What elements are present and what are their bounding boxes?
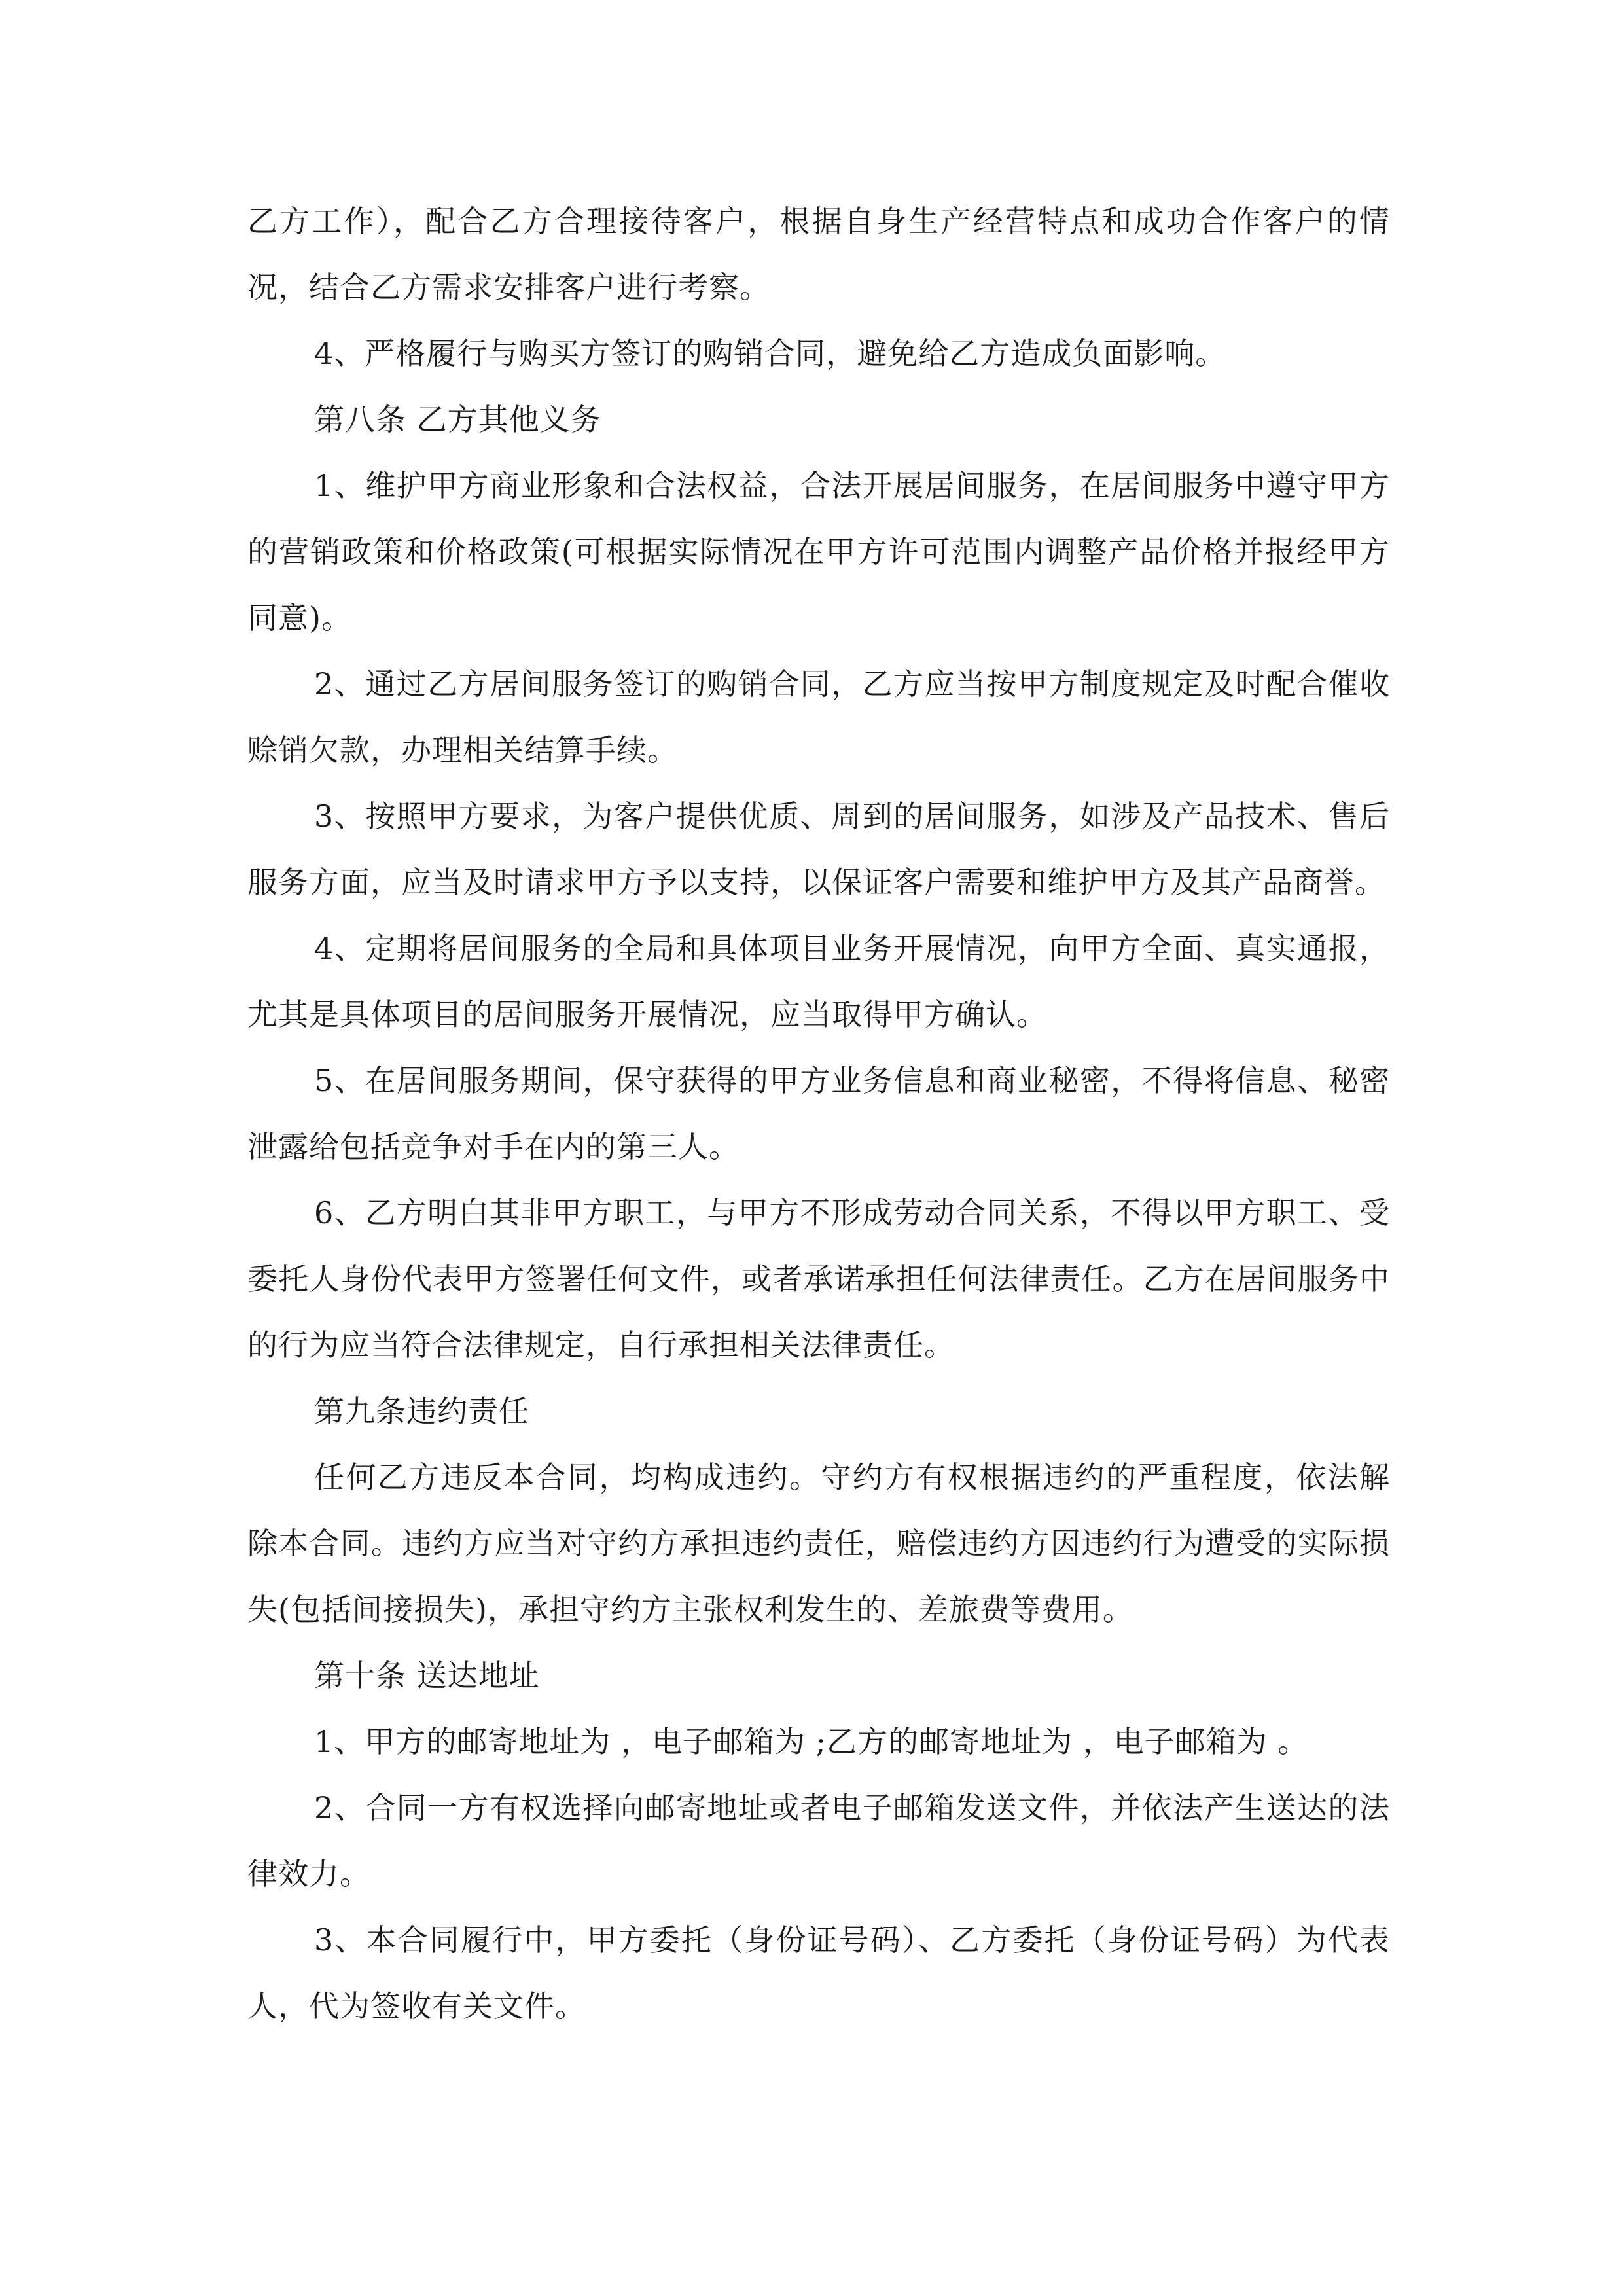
paragraph-clause-8-6: 6、乙方明白其非甲方职工，与甲方不形成劳动合同关系，不得以甲方职工、受委托人身份代表甲方签署任何文件，或者承诺承担任何法律责任。乙方在居间服务中的行为应当符合法律规定，自行承担相关法律责任。 — [247, 1195, 1390, 1363]
paragraph-clause-7-4: 4、严格履行与购买方签订的购销合同，避免给乙方造成负面影响。 — [314, 336, 1226, 371]
paragraph-clause-8-3: 3、按照甲方要求，为客户提供优质、周到的居间服务，如涉及产品技术、售后服务方面，应当及时请求甲方予以支持，以保证客户需要和维护甲方及其产品商誉。 — [247, 798, 1390, 900]
paragraph-continuation: 乙方工作），配合乙方合理接待客户，根据自身生产经营特点和成功合作客户的情况，结合乙方需求安排客户进行考察。 — [247, 204, 1390, 305]
paragraph-clause-8-5: 5、在居间服务期间，保守获得的甲方业务信息和商业秘密，不得将信息、秘密泄露给包括竞争对手在内的第三人。 — [247, 1063, 1390, 1164]
paragraph-clause-8-2: 2、通过乙方居间服务签订的购销合同，乙方应当按甲方制度规定及时配合催收赊销欠款，办理相关结算手续。 — [247, 666, 1390, 768]
heading-article-10: 第十条 送达地址 — [314, 1658, 540, 1693]
paragraph-article-9-body: 任何乙方违反本合同，均构成违约。守约方有权根据违约的严重程度，依法解除本合同。违约方应当对守约方承担违约责任，赔偿违约方因违约行为遭受的实际损失(包括间接损失)，承担守约方主张权利发生的、差旅费等费用。 — [247, 1460, 1390, 1627]
paragraph-clause-10-3: 3、本合同履行中，甲方委托（身份证号码）、乙方委托（身份证号码）为代表人，代为签收有关文件。 — [247, 1922, 1390, 2024]
heading-article-8: 第八条 乙方其他义务 — [314, 402, 601, 437]
contract-body — [247, 188, 1390, 2039]
paragraph-clause-10-2: 2、合同一方有权选择向邮寄地址或者电子邮箱发送文件，并依法产生送达的法律效力。 — [247, 1790, 1390, 1892]
paragraph-clause-8-1: 1、维护甲方商业形象和合法权益，合法开展居间服务，在居间服务中遵守甲方的营销政策和价格政策(可根据实际情况在甲方许可范围内调整产品价格并报经甲方同意)。 — [247, 468, 1390, 636]
paragraph-clause-8-4: 4、定期将居间服务的全局和具体项目业务开展情况，向甲方全面、真实通报，尤其是具体项目的居间服务开展情况，应当取得甲方确认。 — [247, 931, 1390, 1032]
heading-article-9: 第九条违约责任 — [314, 1393, 529, 1429]
paragraph-clause-10-1: 1、甲方的邮寄地址为 ，电子邮箱为 ;乙方的邮寄地址为 ，电子邮箱为 。 — [314, 1724, 1309, 1759]
